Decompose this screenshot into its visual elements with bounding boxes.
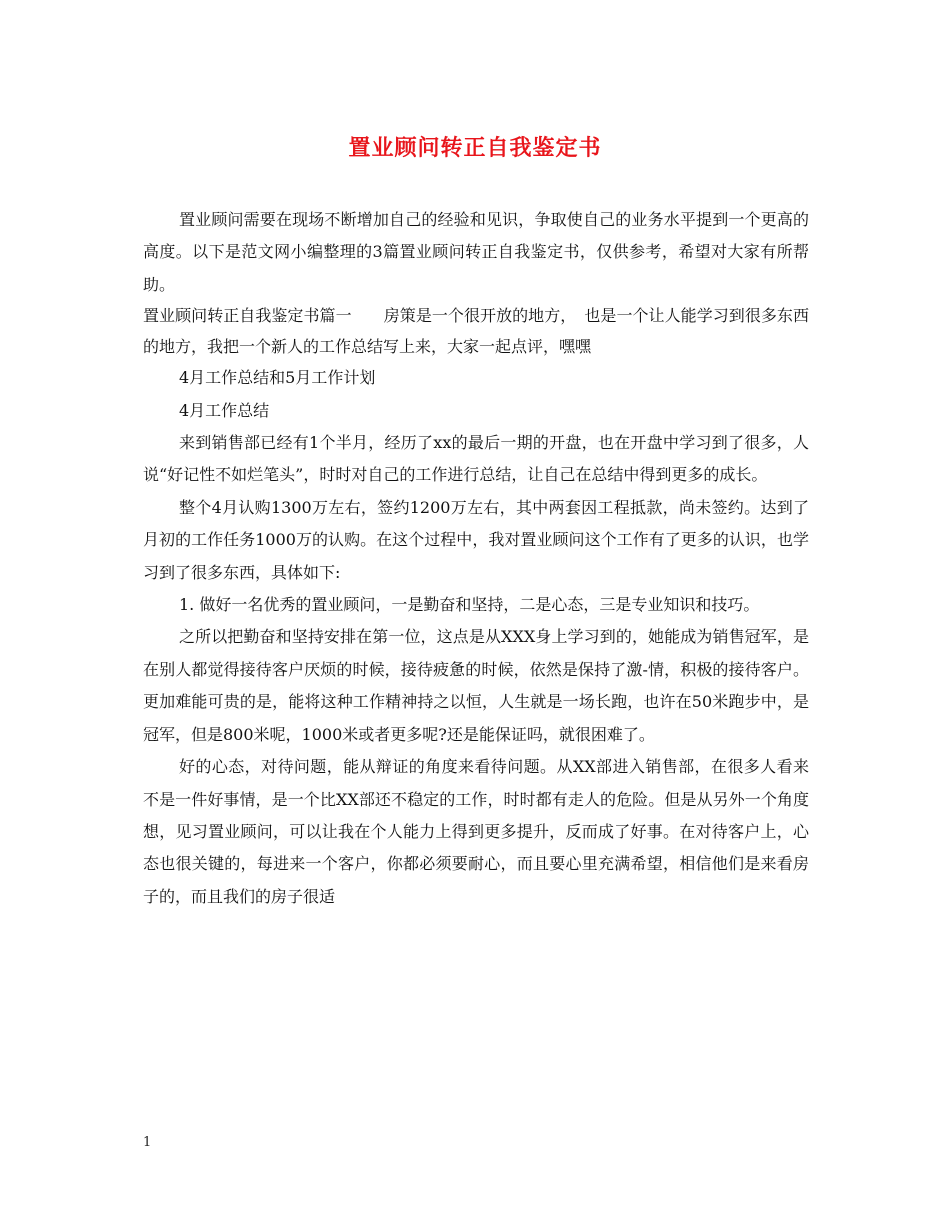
paragraph-point-one: 1. 做好一名优秀的置业顾问，一是勤奋和坚持，二是心态，三是专业知识和技巧。 bbox=[179, 595, 760, 615]
paragraph-summary-title: 4月工作总结 bbox=[179, 400, 270, 420]
document-body bbox=[143, 204, 809, 913]
paragraph-diligence: 之所以把勤奋和坚持安排在第一位，这点是从XXX身上学习到的，她能成为销售冠军，是在别人都觉得接待客户厌烦的时候，接待疲惫的时候，依然是保持了激-情，积极的接待客户。更加难能可贵的是，能将这种工作精神持之以恒，人生就是一场长跑，也许在50米跑步中，是冠军，但是800米呢，1000米或者更多呢?还是能保证吗，就很困难了。 bbox=[143, 627, 809, 744]
page-number: 1 bbox=[143, 1135, 152, 1150]
paragraph-intro: 置业顾问需要在现场不断增加自己的经验和见识，争取使自己的业务水平提到一个更高的高度。以下是范文网小编整理的3篇置业顾问转正自我鉴定书，仅供参考，希望对大家有所帮助。 bbox=[143, 210, 809, 294]
paragraph-arrival: 来到销售部已经有1个半月，经历了xx的最后一期的开盘，也在开盘中学习到了很多，人说“好记性不如烂笔头”，时时对自己的工作进行总结，让自己在总结中得到更多的成长。 bbox=[143, 433, 809, 485]
document-title: 置业顾问转正自我鉴定书 bbox=[348, 135, 602, 161]
paragraph-section-heading: 置业顾问转正自我鉴定书篇一 房策是一个很开放的地方， 也是一个让人能学习到很多东西的地方，我把一个新人的工作总结写上来，大家一起点评，嘿嘿 bbox=[143, 306, 809, 356]
paragraph-sales-figures: 整个4月认购1300万左右，签约1200万左右，其中两套因工程抵款，尚未签约。达到了月初的工作任务1000万的认购。在这个过程中，我对置业顾问这个工作有了更多的认识，也学习到了很多东西，具体如下: bbox=[143, 497, 809, 582]
paragraph-attitude: 好的心态，对待问题，能从辩证的角度来看待问题。从XX部进入销售部，在很多人看来不是一件好事情，是一个比XX部还不稳定的工作，时时都有走人的危险。但是从另外一个角度想，见习置业顾问，可以让我在个人能力上得到更多提升，反而成了好事。在对待客户上，心态也很关键的，每进来一个客户，你都必须要耐心，而且要心里充满希望，相信他们是来看房子的，而且我们的房子很适 bbox=[143, 757, 809, 906]
paragraph-plan-title: 4月工作总结和5月工作计划 bbox=[179, 368, 376, 388]
